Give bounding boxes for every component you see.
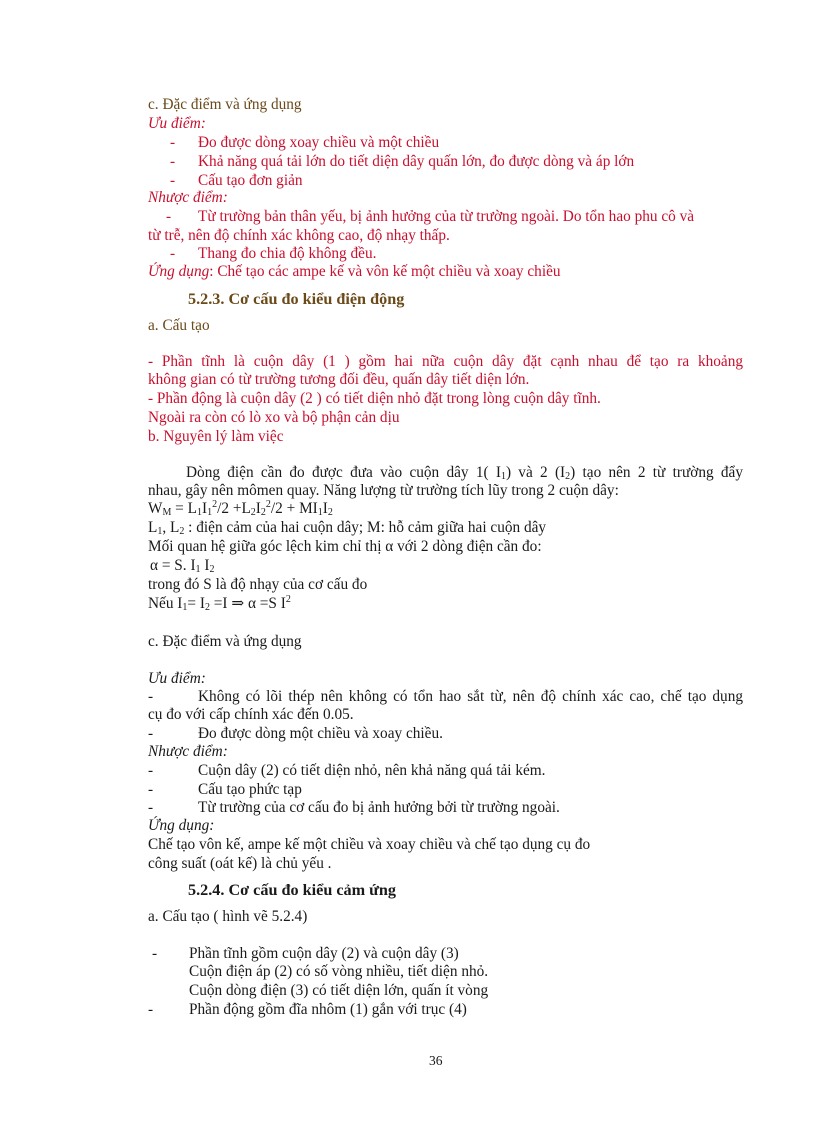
subsection-heading: a. Cấu tạo (148, 317, 210, 334)
list-dash: - (148, 688, 154, 705)
paragraph-line: Chế tạo vôn kế, ampe kế một chiều và xoay chiều và chế tạo dụng cụ đo (148, 836, 591, 853)
pros-label: Ưu điểm: (148, 115, 206, 132)
list-dash: - (170, 172, 176, 189)
usage-line (148, 263, 561, 281)
section-heading: c. Đặc điểm và ứng dụng (148, 633, 302, 650)
paragraph-line: Mối quan hệ giữa góc lệch kim chỉ thị α với 2 dòng điện cần đo: (148, 538, 542, 555)
list-item: Cấu tạo đơn giản (198, 172, 303, 189)
paragraph-line: Dòng điện cần đo được đưa vào cuộn dây 1( $I_1$) và 2 $(I_2)$ tạo nên 2 từ trường đẩy (186, 464, 743, 482)
list-item-continuation: cụ đo với cấp chính xác đến 0.05. (148, 706, 354, 723)
section-title: 5.2.4. Cơ cấu đo kiểu cảm ứng (188, 881, 396, 899)
subscript: 1 (500, 471, 506, 482)
section-heading: c. Đặc điểm và ứng dụng (148, 96, 302, 113)
list-item: Đo được dòng một chiều và xoay chiều. (198, 725, 443, 742)
list-item: Phần tĩnh gồm cuộn dây (2) và cuộn dây (3) (189, 945, 459, 962)
inductance-line: $L_1$, $L_2$ : điện cảm của hai cuộn dây; M: hỗ cảm giữa hai cuộn dây (148, 519, 547, 537)
paragraph-line: - Phần động là cuộn dây (2 ) có tiết diện nhỏ đặt trong lòng cuộn dây tĩnh. (148, 390, 601, 407)
paragraph-line: không gian có từ trường tương đối đều, quấn dây tiết diện lớn. (148, 371, 530, 388)
list-dash: - (170, 245, 176, 262)
paragraph-line: trong đó S là độ nhạy của cơ cấu đo (148, 576, 368, 593)
list-dash: - (152, 945, 158, 962)
paragraph-line: công suất (oát kế) là chủ yếu . (148, 855, 332, 872)
list-dash: - (148, 1001, 154, 1018)
section-title: 5.2.3. Cơ cấu đo kiểu điện động (188, 290, 405, 308)
list-item: Thang đo chia độ không đều. (198, 245, 377, 262)
list-dash: - (166, 208, 172, 225)
list-dash: - (170, 153, 176, 170)
subscript: 2 (565, 471, 571, 482)
list-dash: - (170, 134, 176, 151)
list-item-continuation: từ trễ, nên độ chính xác không cao, độ nhạy thấp. (148, 227, 450, 244)
subsection-heading: a. Cấu tạo ( hình vẽ 5.2.4) (148, 908, 308, 925)
list-item-continuation: Cuộn điện áp (2) có số vòng nhiều, tiết diện nhỏ. (189, 963, 489, 980)
subsection-heading: b. Nguyên lý làm việc (148, 428, 284, 445)
cons-label: Nhược điểm: (148, 189, 228, 206)
list-item-continuation: Cuộn dòng điện (3) có tiết diện lớn, quấn ít vòng (189, 982, 489, 999)
list-item: Khả năng quá tải lớn do tiết diện dây quấn lớn, đo được dòng và áp lớn (198, 153, 635, 170)
list-item: Đo được dòng xoay chiều và một chiều (198, 134, 440, 151)
list-dash: - (148, 762, 154, 779)
paragraph-line: nhau, gây nên mômen quay. Năng lượng từ trường tích lũy trong 2 cuộn dây: (148, 482, 619, 499)
list-item: Không có lõi thép nên không có tổn hao sắt từ, nên độ chính xác cao, chế tạo dụng (198, 688, 743, 705)
page-number: 36 (429, 1053, 443, 1068)
cons-label: Nhược điểm: (148, 743, 228, 760)
list-item: Cấu tạo phức tạp (198, 781, 302, 798)
list-item: Từ trường của cơ cấu đo bị ảnh hưởng bởi từ trường ngoài. (198, 799, 560, 816)
paragraph-line: Ngoài ra còn có lò xo và bộ phận cản dịu (148, 409, 400, 426)
list-item: Từ trường bản thân yếu, bị ảnh hưởng của từ trường ngoài. Do tổn hao phu cô và (198, 208, 695, 225)
formula-alpha: α = S. $I_1$ $I_2$ (150, 557, 215, 575)
list-dash: - (148, 725, 154, 742)
list-dash: - (148, 781, 154, 798)
formula-energy: $W_M = L_1I_1^2/2 +L_2I_2^2/2 + MI_1I_2$ (148, 499, 333, 518)
list-item: Cuộn dây (2) có tiết diện nhỏ, nên khả năng quá tải kém. (198, 762, 546, 779)
paragraph-line: - Phần tĩnh là cuộn dây (1 ) gồm hai nữa cuộn dây đặt cạnh nhau để tạo ra khoảng (148, 353, 743, 370)
usage-label: Ứng dụng: (148, 817, 215, 834)
formula-if: Nếu $I_1= I_2 =I$ ⇒ α =S $I^2$ (148, 594, 291, 613)
usage-text: : Chế tạo các ampe kế và vôn kế một chiều và xoay chiều (209, 263, 561, 280)
list-dash: - (148, 799, 154, 816)
pros-label: Ưu điểm: (148, 670, 206, 687)
list-item: Phần động gồm đĩa nhôm (1) gắn với trục (4) (189, 1001, 467, 1018)
usage-label: Ứng dụng (148, 263, 210, 280)
